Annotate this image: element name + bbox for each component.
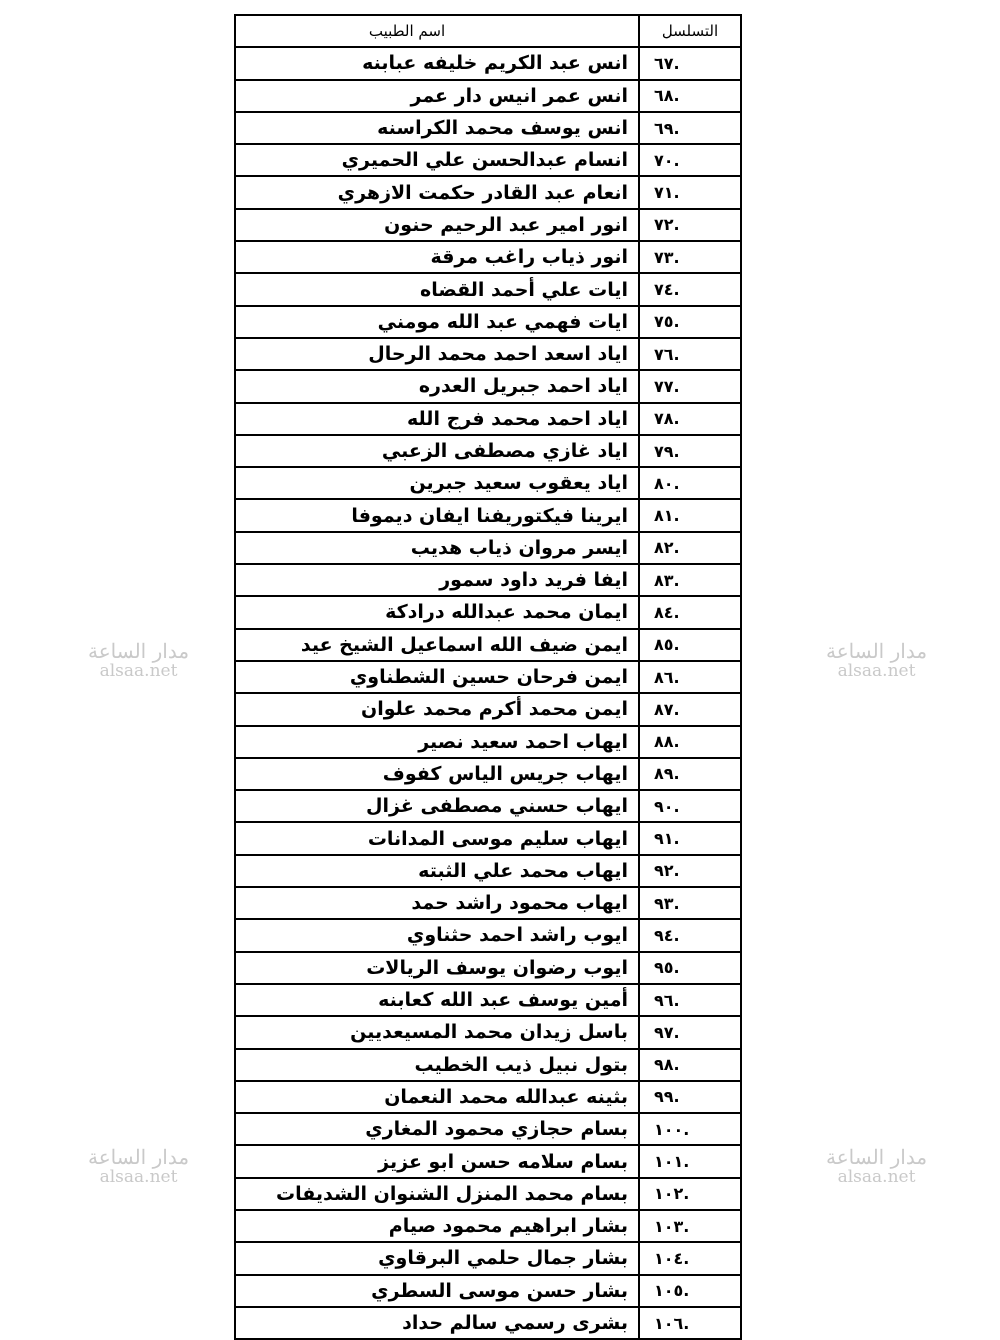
table-row [235, 693, 741, 725]
table-row [235, 1081, 741, 1113]
doctor-name-cell: ايهاب سليم موسى المدانات [235, 822, 639, 854]
sequence-cell: ٦٧. [639, 47, 741, 79]
table-row [235, 564, 741, 596]
doctor-name-cell: بسام محمد المنزل الشنوان الشديفات [235, 1178, 639, 1210]
doctor-name-cell: بشار جمال حلمي البرقاوي [235, 1242, 639, 1274]
sequence-cell: ٩٨. [639, 1049, 741, 1081]
table-row [235, 1307, 741, 1339]
table-row [235, 661, 741, 693]
watermark-left-lower [88, 1146, 189, 1187]
sequence-cell: ٧٠. [639, 144, 741, 176]
sequence-cell: ٧٨. [639, 403, 741, 435]
doctor-name-cell: ايات فهمي عبد الله مومني [235, 306, 639, 338]
table-row [235, 855, 741, 887]
doctor-name-cell: ايمان محمد عبدالله درادكة [235, 596, 639, 628]
watermark-arabic: مدار الساعة [826, 1145, 928, 1169]
sequence-cell: ١٠٥. [639, 1275, 741, 1307]
table-row [235, 887, 741, 919]
table-row [235, 1242, 741, 1274]
sequence-cell: ٦٩. [639, 112, 741, 144]
table-row [235, 306, 741, 338]
table-row [235, 176, 741, 208]
doctor-name-cell: بشرى رسمي سالم حداد [235, 1307, 639, 1339]
table-row [235, 144, 741, 176]
table-row [235, 370, 741, 402]
watermark-left-upper [88, 640, 189, 681]
table-row [235, 790, 741, 822]
watermark-latin: alsaa.net [99, 661, 178, 681]
sequence-cell: ٨٧. [639, 693, 741, 725]
sequence-cell: ٧٩. [639, 435, 741, 467]
doctor-name-cell: ايهاب حسني مصطفى غزال [235, 790, 639, 822]
doctor-name-cell: اياد اسعد احمد محمد الرحال [235, 338, 639, 370]
table-row [235, 338, 741, 370]
sequence-cell: ٧٥. [639, 306, 741, 338]
watermark-arabic: مدار الساعة [826, 639, 928, 663]
sequence-cell: ٨٣. [639, 564, 741, 596]
doctor-name-cell: ايمن محمد أكرم محمد علوان [235, 693, 639, 725]
doctor-name-cell: ايهاب محمود راشد حمد [235, 887, 639, 919]
doctor-name-cell: انور امير عبد الرحيم حنون [235, 209, 639, 241]
header-sequence: التسلسل [639, 15, 741, 47]
table-row [235, 1016, 741, 1048]
table-row [235, 629, 741, 661]
doctor-name-cell: ايوب راشد احمد حثناوي [235, 919, 639, 951]
doctor-name-cell: بتول نبيل ذيب الخطيب [235, 1049, 639, 1081]
sequence-cell: ٩٣. [639, 887, 741, 919]
table-row [235, 1145, 741, 1177]
doctor-name-cell: بشار حسن موسى السطري [235, 1275, 639, 1307]
sequence-cell: ٨٦. [639, 661, 741, 693]
sequence-cell: ١٠٦. [639, 1307, 741, 1339]
doctor-name-cell: انس عمر انيس دار عمر [235, 80, 639, 112]
table-row [235, 273, 741, 305]
doctor-name-cell: انس يوسف محمد الكراسنه [235, 112, 639, 144]
doctor-name-cell: ايوب رضوان يوسف الريالات [235, 952, 639, 984]
table-row [235, 80, 741, 112]
sequence-cell: ٩١. [639, 822, 741, 854]
doctor-name-cell: اياد احمد جبريل العدره [235, 370, 639, 402]
sequence-cell: ٧٣. [639, 241, 741, 273]
sequence-cell: ١٠٤. [639, 1242, 741, 1274]
sequence-cell: ٩٢. [639, 855, 741, 887]
sequence-cell: ٨٥. [639, 629, 741, 661]
table-row [235, 467, 741, 499]
table-row [235, 241, 741, 273]
sequence-cell: ٨١. [639, 499, 741, 531]
table-row [235, 822, 741, 854]
doctor-name-cell: ايمن ضيف الله اسماعيل الشيخ عيد [235, 629, 639, 661]
watermark-right-upper [826, 640, 927, 681]
table-header-row [235, 15, 741, 47]
sequence-cell: ١٠٢. [639, 1178, 741, 1210]
table-row [235, 1049, 741, 1081]
doctor-name-cell: اياد احمد محمد فرج الله [235, 403, 639, 435]
doctor-name-cell: ايرينا فيكتوريفنا ايفان ديموفا [235, 499, 639, 531]
doctor-name-cell: ايهاب جريس الياس كفوف [235, 758, 639, 790]
doctor-name-cell: ايات علي أحمد القضاه [235, 273, 639, 305]
doctor-name-cell: انس عبد الكريم خليفه عبابنه [235, 47, 639, 79]
doctor-name-cell: بثينه عبدالله محمد النعمان [235, 1081, 639, 1113]
doctors-table [234, 14, 742, 1340]
watermark-latin: alsaa.net [99, 1167, 178, 1187]
table-row [235, 209, 741, 241]
table-row [235, 1113, 741, 1145]
sequence-cell: ٧٢. [639, 209, 741, 241]
table-row [235, 532, 741, 564]
watermark-arabic: مدار الساعة [88, 1145, 190, 1169]
sequence-cell: ٩٥. [639, 952, 741, 984]
table-row [235, 1178, 741, 1210]
sequence-cell: ٧٧. [639, 370, 741, 402]
watermark-latin: alsaa.net [837, 661, 916, 681]
sequence-cell: ٧٤. [639, 273, 741, 305]
sequence-cell: ٦٨. [639, 80, 741, 112]
doctor-name-cell: ايسر مروان ذياب هديب [235, 532, 639, 564]
sequence-cell: ١٠٠. [639, 1113, 741, 1145]
table-row [235, 758, 741, 790]
sequence-cell: ٩٧. [639, 1016, 741, 1048]
table-row [235, 1210, 741, 1242]
table-row [235, 952, 741, 984]
table-row [235, 984, 741, 1016]
doctor-name-cell: ايمن فرحان حسين الشطناوي [235, 661, 639, 693]
sequence-cell: ٨٩. [639, 758, 741, 790]
table-body [235, 47, 741, 1339]
sequence-cell: ١٠١. [639, 1145, 741, 1177]
watermark-right-lower [826, 1146, 927, 1187]
doctor-name-cell: بسام سلامه حسن ابو عزيز [235, 1145, 639, 1177]
table-row [235, 499, 741, 531]
doctor-name-cell: أمين يوسف عبد الله كعابنه [235, 984, 639, 1016]
table-row [235, 112, 741, 144]
doctor-name-cell: ايهاب احمد سعيد نصير [235, 726, 639, 758]
doctor-name-cell: اياد غازي مصطفى الزعبي [235, 435, 639, 467]
table-row [235, 726, 741, 758]
doctor-name-cell: انسام عبدالحسن علي الحميري [235, 144, 639, 176]
sequence-cell: ٩٠. [639, 790, 741, 822]
doctor-name-cell: باسل زيدان محمد المسيعديين [235, 1016, 639, 1048]
table-row [235, 435, 741, 467]
doctor-name-cell: اياد يعقوب سعيد جبرين [235, 467, 639, 499]
doctor-name-cell: ايهاب محمد علي الثبته [235, 855, 639, 887]
header-doctor-name: اسم الطبيب [235, 15, 639, 47]
sequence-cell: ٩٦. [639, 984, 741, 1016]
doctor-name-cell: انور ذياب راغب مرقة [235, 241, 639, 273]
sequence-cell: ٩٤. [639, 919, 741, 951]
table-row [235, 919, 741, 951]
doctor-name-cell: بشار ابراهيم محمود صيام [235, 1210, 639, 1242]
sequence-cell: ١٠٣. [639, 1210, 741, 1242]
table-row [235, 596, 741, 628]
sequence-cell: ٨٠. [639, 467, 741, 499]
sequence-cell: ٩٩. [639, 1081, 741, 1113]
sequence-cell: ٨٢. [639, 532, 741, 564]
watermark-arabic: مدار الساعة [88, 639, 190, 663]
table-row [235, 1275, 741, 1307]
doctor-name-cell: انعام عبد القادر حكمت الازهري [235, 176, 639, 208]
watermark-latin: alsaa.net [837, 1167, 916, 1187]
sequence-cell: ٨٨. [639, 726, 741, 758]
doctor-name-cell: بسام حجازي محمود المغاري [235, 1113, 639, 1145]
table-row [235, 403, 741, 435]
sequence-cell: ٧٦. [639, 338, 741, 370]
sequence-cell: ٧١. [639, 176, 741, 208]
table-row [235, 47, 741, 79]
sequence-cell: ٨٤. [639, 596, 741, 628]
doctor-name-cell: ايفا فريد داود سمور [235, 564, 639, 596]
